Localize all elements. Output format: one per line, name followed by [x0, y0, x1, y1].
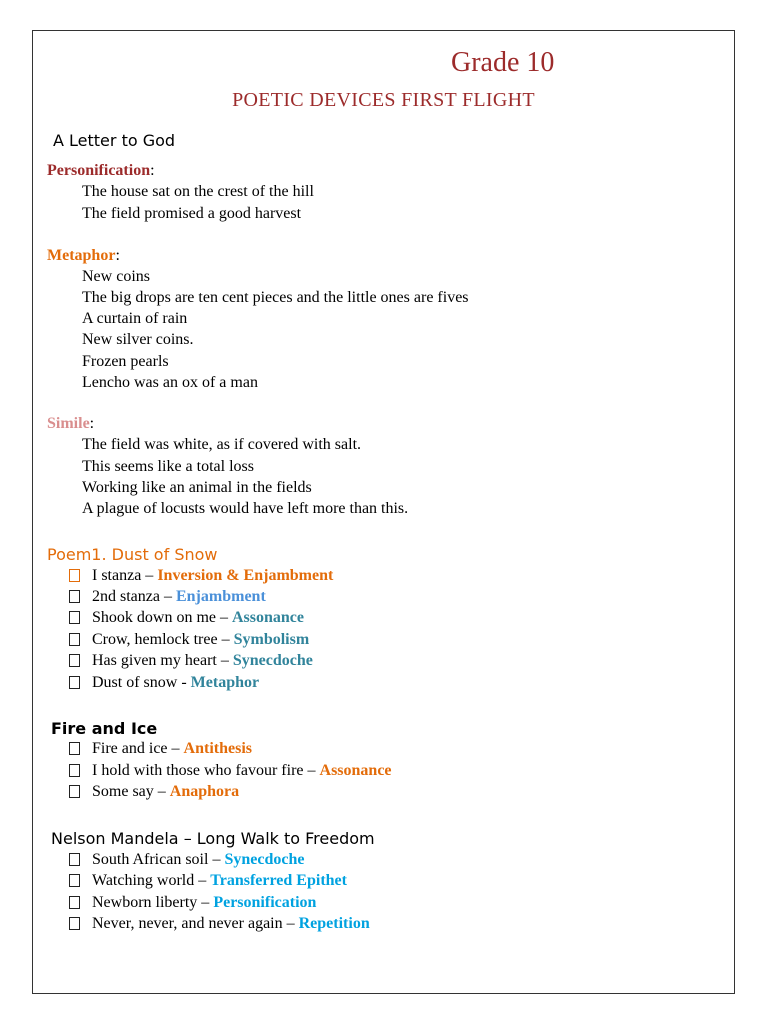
item-text: Shook down on me –: [92, 609, 232, 626]
checkbox-bullet-icon: [69, 764, 80, 777]
metaphor-item: New coins: [82, 268, 150, 285]
metaphor-label: Metaphor: [47, 247, 116, 264]
list-item: [69, 567, 333, 585]
item-text: South African soil –: [92, 851, 225, 868]
device-label: Transferred Epithet: [210, 872, 347, 889]
grade-heading: Grade 10: [451, 47, 555, 78]
checkbox-bullet-icon: [69, 785, 80, 798]
list-item: [69, 872, 347, 890]
checkbox-bullet-icon: [69, 611, 80, 624]
poem1-title: Poem1. Dust of Snow: [47, 545, 218, 564]
simile-heading: [47, 415, 94, 433]
device-label: Repetition: [298, 915, 370, 932]
checkbox-bullet-icon: [69, 917, 80, 930]
personification-item: The field promised a good harvest: [82, 205, 302, 222]
item-text: 2nd stanza –: [92, 588, 176, 605]
simile-item: The field was white, as if covered with salt.: [82, 436, 362, 453]
list-item: [69, 915, 370, 933]
list-item: [69, 762, 392, 780]
personification-label: Personification: [47, 162, 151, 179]
device-label: Synecdoche: [224, 851, 305, 868]
checkbox-bullet-icon: [69, 676, 80, 689]
item-text: Fire and ice –: [92, 740, 184, 757]
metaphor-item: Lencho was an ox of a man: [82, 374, 258, 391]
device-label: Assonance: [232, 609, 305, 626]
simile-item: A plague of locusts would have left more than this.: [82, 500, 409, 517]
letter-title: A Letter to God: [53, 131, 176, 150]
checkbox-bullet-icon: [69, 654, 80, 667]
metaphor-colon: :: [115, 247, 120, 264]
item-text: Some say –: [92, 783, 170, 800]
device-label: Anaphora: [169, 783, 240, 800]
list-item: [69, 609, 304, 627]
item-text: Never, never, and never again –: [92, 915, 299, 932]
simile-label: Simile: [47, 415, 90, 432]
item-text: Crow, hemlock tree –: [92, 631, 234, 648]
list-item: [69, 783, 239, 801]
list-item: [69, 894, 316, 912]
metaphor-item: The big drops are ten cent pieces and the little ones are fives: [82, 289, 469, 306]
device-label: Synecdoche: [232, 652, 313, 669]
list-item: [69, 588, 266, 606]
checkbox-bullet-icon: [69, 742, 80, 755]
device-label: Symbolism: [233, 631, 310, 648]
device-label: Metaphor: [190, 674, 260, 691]
item-text: Has given my heart –: [92, 652, 233, 669]
fire-title: Fire and Ice: [51, 719, 158, 738]
list-item: [69, 652, 313, 670]
simile-item: Working like an animal in the fields: [82, 479, 312, 496]
checkbox-bullet-icon: [69, 633, 80, 646]
metaphor-item: A curtain of rain: [82, 310, 188, 327]
personification-heading: [47, 162, 155, 180]
checkbox-bullet-icon: [69, 896, 80, 909]
device-label: Antithesis: [183, 740, 252, 757]
personification-colon: :: [150, 162, 155, 179]
list-item: [69, 740, 252, 758]
metaphor-item: Frozen pearls: [82, 353, 169, 370]
simile-item: This seems like a total loss: [82, 458, 254, 475]
checkbox-bullet-icon: [69, 590, 80, 603]
list-item: [69, 631, 309, 649]
list-item: [69, 851, 304, 869]
item-text: I hold with those who favour fire –: [92, 762, 320, 779]
metaphor-heading: [47, 247, 120, 265]
metaphor-item: New silver coins.: [82, 331, 194, 348]
personification-item: The house sat on the crest of the hill: [82, 183, 314, 200]
device-label: Inversion & Enjambment: [157, 567, 334, 584]
item-text: I stanza –: [92, 567, 158, 584]
simile-colon: :: [89, 415, 95, 432]
item-text: Dust of snow -: [92, 674, 191, 691]
checkbox-bullet-icon: [69, 853, 80, 866]
device-label: Personification: [213, 894, 317, 911]
device-label: Assonance: [319, 762, 392, 779]
mandela-title: Nelson Mandela – Long Walk to Freedom: [51, 829, 375, 848]
item-text: Watching world –: [92, 872, 211, 889]
checkbox-bullet-icon: [69, 569, 80, 582]
list-item: [69, 674, 259, 692]
page-title: POETIC DEVICES FIRST FLIGHT: [232, 89, 535, 111]
checkbox-bullet-icon: [69, 874, 80, 887]
item-text: Newborn liberty –: [92, 894, 214, 911]
device-label: Enjambment: [175, 588, 266, 605]
document-page: [32, 30, 735, 994]
